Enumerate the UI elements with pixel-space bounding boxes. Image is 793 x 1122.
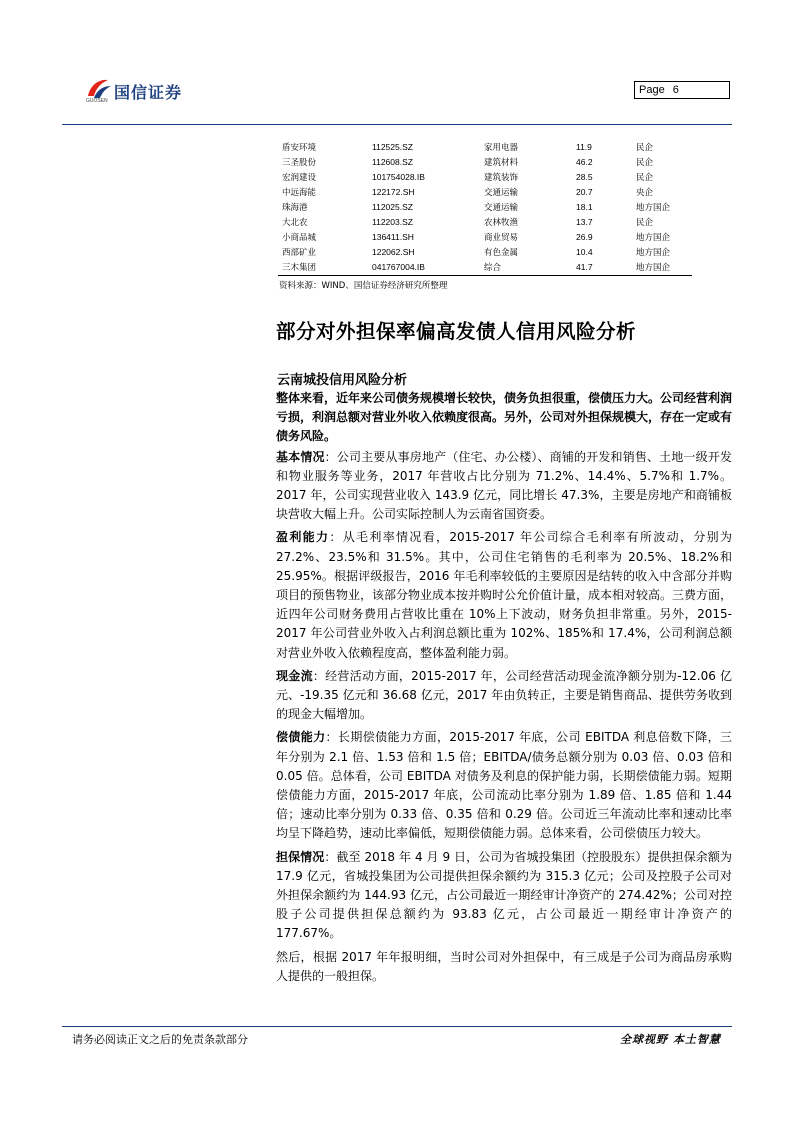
table-cell-ind: 建筑装饰 — [484, 172, 519, 183]
table-cell-name: 宏润建设 — [282, 172, 317, 183]
table-cell-name: 西部矿业 — [282, 248, 317, 259]
table-cell-ind: 交通运输 — [484, 187, 519, 198]
table-cell-ind: 综合 — [480, 260, 572, 276]
table-cell-ind: 商业贸易 — [484, 233, 519, 244]
table-cell-num: 18.1 — [576, 201, 593, 212]
logo-text: 国信证券 — [114, 83, 183, 102]
table-source: 资料来源：WIND、国信证券经济研究所整理 — [279, 281, 448, 291]
table-cell-num: 28.5 — [576, 171, 593, 182]
table-cell-code: 136411.SH — [372, 232, 414, 243]
table-cell-name: 小商品城 — [282, 233, 317, 244]
table-cell-num: 10.4 — [576, 247, 593, 258]
table-cell-ind: 农林牧渔 — [484, 218, 519, 229]
paragraph-text: ：经营活动方面，2015-2017 年，公司经营活动现金流净额分别为-12.06 亿元、-19.35 亿元和 36.68 亿元，2017 年由负转正，主要是销售商品、提供劳务收到的现金大幅增加。 — [276, 668, 732, 722]
table-cell-num: 13.7 — [576, 217, 593, 228]
table-row — [278, 154, 692, 169]
analysis-paragraph — [276, 528, 732, 662]
analysis-paragraph — [276, 667, 732, 725]
table-cell-name: 盾安环境 — [282, 142, 317, 153]
table-cell-name: 大北农 — [282, 218, 308, 229]
table-cell-code: 112203.SZ — [372, 217, 413, 228]
table-cell-type: 民企 — [636, 218, 654, 229]
table-cell-type: 民企 — [636, 142, 654, 153]
paragraph-text: 然后，根据 2017 年年报明细，当时公司对外担保中，有三成是子公司为商品房承购人提供的一般担保。 — [276, 949, 732, 983]
table-cell-code: 112025.SZ — [372, 201, 413, 212]
page-number: 6 — [672, 84, 679, 96]
table-cell-num: 11.9 — [576, 141, 592, 152]
table-cell-num: 20.7 — [576, 186, 593, 197]
summary-paragraph: 整体来看，近年来公司债务规模增长较快，债务负担很重，偿债压力大。公司经营利润亏损，利润总额对营业外收入依赖度很高。另外，公司对外担保规模大，存在一定或有债务风险。 — [276, 391, 733, 444]
table-cell-ind: 家用电器 — [484, 142, 519, 153]
table-cell-code: 122172.SH — [372, 186, 415, 197]
table-cell-name: 三圣股份 — [282, 157, 317, 168]
table-cell-code: 112525.SZ — [372, 141, 413, 152]
table-cell-code: 041767004.IB — [368, 260, 480, 276]
header-divider — [62, 124, 732, 125]
paragraph-text: ：从毛利率情况看，2015-2017 年公司综合毛利率有所波动，分别为 27.2%、23.5%和 31.5%。其中，公司住宅销售的毛利率为 20.5%、18.2%和 25.95%。根据评级报告，2016 年毛利率较低的主要原因是结转的收入中含部分并购项目的预售物业，该部分物业成本按并购时公允价值计量，成本相对较高。三费方面，近四年公司财务费用占营收比重在 10%上下波动，财务负担非常重。另外，2015-2017 年公司营业外收入占利润总额比重为 102%、185%和 17.4%，公司利润总额对营业外收入依赖程度高，整体盈利能力弱。 — [276, 530, 733, 660]
table-cell-type: 地方国企 — [636, 233, 671, 244]
table-row — [278, 199, 692, 214]
table-cell-type: 地方国企 — [632, 260, 692, 276]
analysis-paragraph — [276, 948, 732, 986]
paragraph-text: ：截至 2018 年 4 月 9 日，公司为省城投集团（控股股东）提供担保余额为 17.9 亿元，省城投集团为公司提供担保余额约为 315.3 亿元；公司及控股子公司对外担保余额约为 144.93 亿元，占公司最近一期经审计净资产的 274.42%；公司对控股子公司提供担保总额约为 93.83 亿元，占公司最近一期经审计净资产的 177.67%。 — [276, 849, 732, 941]
issuer-table — [278, 139, 692, 276]
table-row — [278, 169, 692, 184]
paragraph-label: 盈利能力 — [276, 530, 330, 545]
footer-divider — [62, 1026, 732, 1027]
table-row — [278, 230, 692, 245]
table-cell-code: 112608.SZ — [372, 156, 413, 167]
table-cell-name: 中远海能 — [282, 187, 317, 198]
table-cell-type: 地方国企 — [636, 248, 671, 259]
table-row — [278, 214, 692, 229]
analysis-paragraph — [276, 448, 732, 525]
table-cell-num: 41.7 — [572, 260, 632, 276]
footer-disclaimer: 请务必阅读正文之后的免责条款部分 — [72, 1033, 248, 1046]
page-indicator — [634, 81, 730, 99]
table-row — [278, 139, 692, 154]
footer-slogan: 全球视野 本土智慧 — [620, 1033, 721, 1046]
analysis-body — [276, 389, 732, 990]
paragraph-label: 基本情况 — [276, 449, 325, 464]
paragraph-label: 担保情况 — [276, 849, 325, 864]
table-cell-type: 民企 — [636, 172, 654, 183]
table-cell-num: 46.2 — [576, 156, 593, 167]
table-cell-code: 122062.SH — [372, 247, 415, 258]
table-row — [278, 260, 692, 276]
table-cell-ind: 交通运输 — [484, 202, 519, 213]
table-cell-type: 地方国企 — [636, 202, 671, 213]
analysis-paragraph — [276, 848, 732, 944]
section-title: 部分对外担保率偏高发债人信用风险分析 — [276, 320, 637, 343]
table-row — [278, 245, 692, 260]
table-cell-type: 民企 — [636, 157, 654, 168]
table-row — [278, 184, 692, 199]
logo-subtext: GUOSEN — [86, 98, 108, 104]
table-cell-ind: 有色金属 — [484, 248, 519, 259]
company-logo — [84, 76, 204, 106]
table-cell-code: 101754028.IB — [372, 171, 425, 182]
table-cell-type: 央企 — [636, 187, 654, 198]
paragraph-text: ：公司主要从事房地产（住宅、办公楼）、商铺的开发和销售、土地一级开发和物业服务等业务，2017 年营收占比分别为 71.2%、14.4%、5.7%和 1.7%。2017 年，公司实现营业收入 143.9 亿元，同比增长 47.3%，主要是房地产和商铺板块营收大幅上升。公司实际控制人为云南省国资委。 — [276, 449, 732, 522]
page-label: Page — [639, 84, 665, 96]
table-cell-num: 26.9 — [576, 232, 593, 243]
table-cell-name: 三木集团 — [278, 260, 368, 276]
analysis-paragraph — [276, 728, 732, 843]
paragraph-label: 现金流 — [276, 668, 313, 683]
table-cell-name: 珠海港 — [282, 202, 308, 213]
analysis-paragraphs — [276, 448, 732, 986]
section-subtitle: 云南城投信用风险分析 — [277, 373, 408, 388]
paragraph-label: 偿债能力 — [276, 730, 326, 745]
paragraph-text: ：长期偿债能力方面，2015-2017 年底，公司 EBITDA 利息倍数下降，三年分别为 2.1 倍、1.53 倍和 1.5 倍；EBITDA/债务总额分别为 0.03 倍、0.03 倍和 0.05 倍。总体看，公司 EBITDA 对债务及利息的保护能力弱，长期偿债能力弱。短期偿债能力方面，2015-2017 年底，公司流动比率分别为 1.89 倍、1.85 倍和 1.44 倍；速动比率分别为 0.33 倍、0.35 倍和 0.29 倍。公司近三年流动比率和速动比率均呈下降趋势，速动比率偏低，短期偿债能力弱。总体来看，公司偿债压力较大。 — [276, 730, 732, 841]
table-cell-ind: 建筑材料 — [484, 157, 519, 168]
